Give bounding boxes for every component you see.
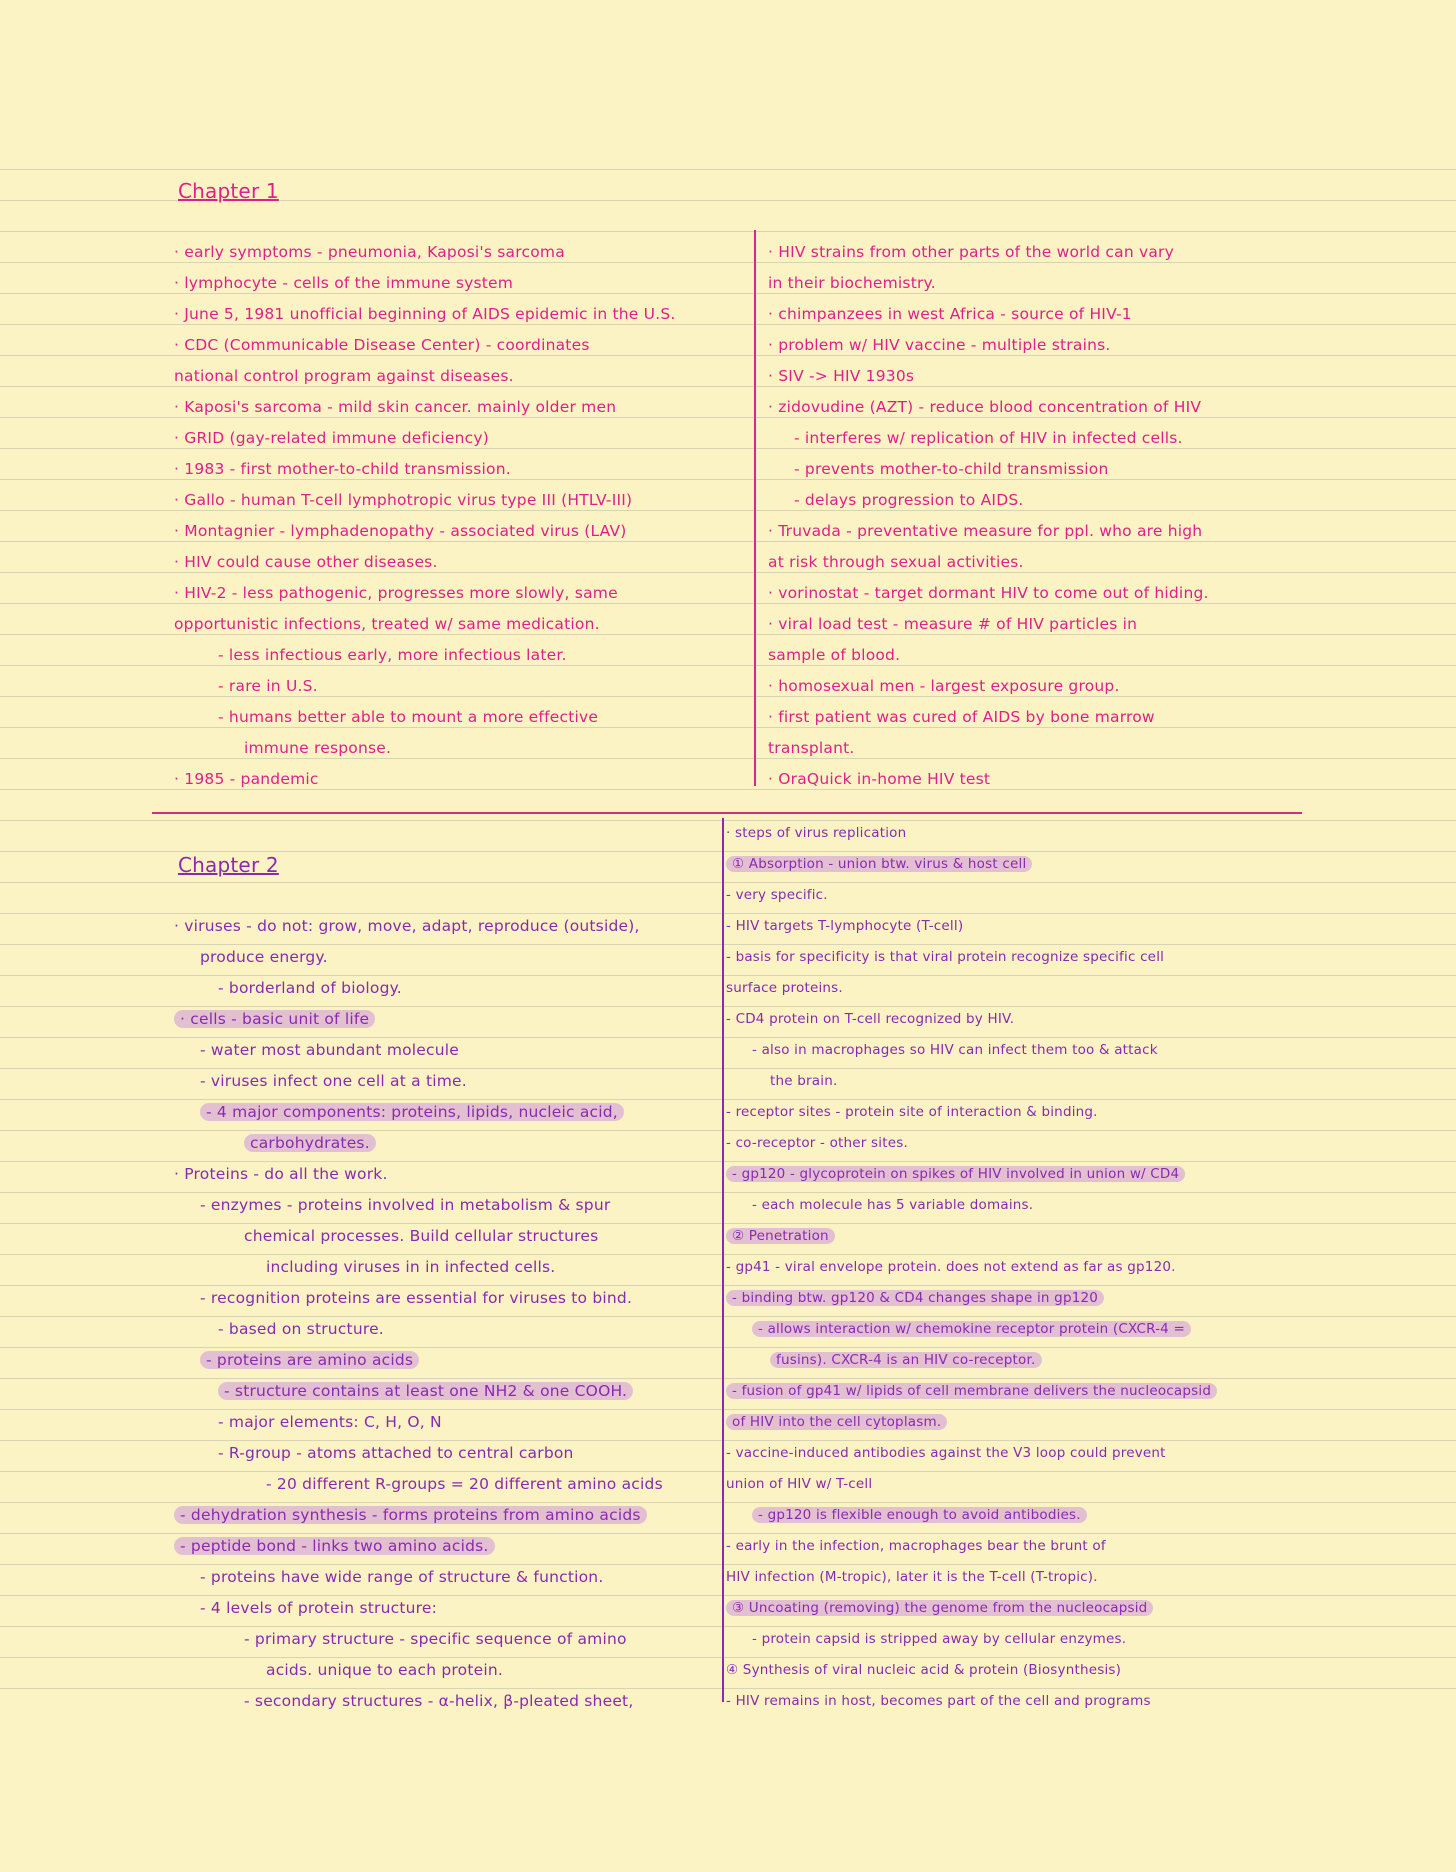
note-line: ④ Synthesis of viral nucleic acid & protein (Biosynthesis) [726, 1662, 1122, 1678]
note-line: - less infectious early, more infectious later. [218, 646, 567, 664]
note-line: · chimpanzees in west Africa - source of HIV-1 [768, 305, 1132, 323]
note-line: - basis for specificity is that viral protein recognize specific cell [726, 949, 1165, 965]
note-line: at risk through sexual activities. [768, 553, 1024, 571]
note-line-highlighted [174, 1500, 714, 1531]
note-line: produce energy. [200, 948, 328, 966]
note-line: - gp41 - viral envelope protein. does not extend as far as gp120. [726, 1259, 1176, 1275]
note-line: - borderland of biology. [218, 979, 402, 997]
chapter-separator [152, 812, 1302, 814]
note-line: - rare in U.S. [218, 677, 318, 695]
highlight: - peptide bond - links two amino acids. [174, 1537, 495, 1555]
note-line: · early symptoms - pneumonia, Kaposi's sarcoma [174, 243, 565, 261]
note-line: · homosexual men - largest exposure group. [768, 677, 1120, 695]
note-line: · SIV -> HIV 1930s [768, 367, 915, 385]
note-line-highlighted [174, 1531, 714, 1562]
note-line: · HIV strains from other parts of the world can vary [768, 243, 1174, 261]
highlight: - fusion of gp41 w/ lipids of cell membrane delivers the nucleocapsid [726, 1383, 1217, 1399]
note-line: - proteins have wide range of structure & function. [200, 1568, 604, 1586]
note-line: - prevents mother-to-child transmission [794, 460, 1109, 478]
note-line: · steps of virus replication [726, 825, 907, 841]
chapter2-title-block [178, 850, 578, 881]
note-line-highlighted [174, 1345, 714, 1376]
note-line: · Gallo - human T-cell lymphotropic virus type III (HTLV-III) [174, 491, 633, 509]
note-line: - CD4 protein on T-cell recognized by HIV. [726, 1011, 1015, 1027]
highlight: - allows interaction w/ chemokine receptor protein (CXCR-4 = [752, 1321, 1191, 1337]
note-line: - based on structure. [218, 1320, 384, 1338]
note-line-highlighted [174, 1004, 714, 1035]
note-line: - HIV targets T-lymphocyte (T-cell) [726, 918, 964, 934]
note-line: · GRID (gay-related immune deficiency) [174, 429, 489, 447]
chapter1-left-notes [174, 237, 722, 795]
note-line: - R-group - atoms attached to central carbon [218, 1444, 574, 1462]
highlight: - gp120 - glycoprotein on spikes of HIV involved in union w/ CD4 [726, 1166, 1185, 1182]
highlight: · cells - basic unit of life [174, 1010, 375, 1028]
note-line: surface proteins. [726, 980, 843, 996]
highlight: - binding btw. gp120 & CD4 changes shape in gp120 [726, 1290, 1104, 1306]
note-line: - water most abundant molecule [200, 1041, 460, 1059]
note-line: - vaccine-induced antibodies against the V3 loop could prevent [726, 1445, 1166, 1461]
note-line: · 1985 - pandemic [174, 770, 319, 788]
chapter1-title: Chapter 1 [178, 179, 279, 203]
highlight: fusins). CXCR-4 is an HIV co-receptor. [770, 1352, 1042, 1368]
note-line: - each molecule has 5 variable domains. [752, 1197, 1034, 1213]
note-line-highlighted [726, 1345, 1286, 1376]
note-line-highlighted [726, 1593, 1286, 1624]
note-line: · viral load test - measure # of HIV particles in [768, 615, 1138, 633]
note-line: opportunistic infections, treated w/ same medication. [174, 615, 600, 633]
highlight: - dehydration synthesis - forms proteins from amino acids [174, 1506, 647, 1524]
note-line: · 1983 - first mother-to-child transmission. [174, 460, 511, 478]
note-line: · lymphocyte - cells of the immune system [174, 274, 514, 292]
highlight: ① Absorption - union btw. virus & host cell [726, 856, 1032, 872]
note-line: · Truvada - preventative measure for ppl. who are high [768, 522, 1203, 540]
highlight: - proteins are amino acids [200, 1351, 419, 1369]
note-line: · Kaposi's sarcoma - mild skin cancer. mainly older men [174, 398, 617, 416]
note-line-highlighted [726, 1221, 1286, 1252]
chapter1-title-block [178, 176, 778, 207]
note-line-highlighted [726, 1314, 1286, 1345]
note-line: - also in macrophages so HIV can infect them too & attack [752, 1042, 1158, 1058]
note-line: - delays progression to AIDS. [794, 491, 1024, 509]
note-line: · Montagnier - lymphadenopathy - associated virus (LAV) [174, 522, 627, 540]
chapter1-column-divider [754, 230, 756, 786]
note-line: including viruses in in infected cells. [266, 1258, 556, 1276]
note-line: acids. unique to each protein. [266, 1661, 503, 1679]
note-line-highlighted [726, 1376, 1286, 1407]
chapter2-right-notes [726, 818, 1286, 1717]
chapter2-column-divider [722, 818, 724, 1702]
note-line: - HIV remains in host, becomes part of the cell and programs [726, 1693, 1151, 1709]
highlight: ③ Uncoating (removing) the genome from the nucleocapsid [726, 1600, 1153, 1616]
note-line-highlighted [726, 849, 1286, 880]
note-line: · HIV-2 - less pathogenic, progresses more slowly, same [174, 584, 618, 602]
note-line: · vorinostat - target dormant HIV to come out of hiding. [768, 584, 1209, 602]
note-line: - enzymes - proteins involved in metabolism & spur [200, 1196, 611, 1214]
note-line: - humans better able to mount a more effective [218, 708, 599, 726]
note-line: - recognition proteins are essential for viruses to bind. [200, 1289, 633, 1307]
note-line: immune response. [244, 739, 392, 757]
highlight: ② Penetration [726, 1228, 835, 1244]
chapter2-left-notes [174, 911, 714, 1717]
note-line: national control program against diseases. [174, 367, 514, 385]
chapter2-title: Chapter 2 [178, 853, 279, 877]
note-line: in their biochemistry. [768, 274, 936, 292]
note-line: · Proteins - do all the work. [174, 1165, 388, 1183]
note-line: - primary structure - specific sequence of amino [244, 1630, 627, 1648]
highlight: carbohydrates. [244, 1134, 376, 1152]
note-line: - receptor sites - protein site of interaction & binding. [726, 1104, 1098, 1120]
note-line: - 20 different R-groups = 20 different amino acids [266, 1475, 663, 1493]
note-line-highlighted [726, 1159, 1286, 1190]
note-line: the brain. [770, 1073, 838, 1089]
highlight: - structure contains at least one NH2 & one COOH. [218, 1382, 633, 1400]
note-line: · zidovudine (AZT) - reduce blood concentration of HIV [768, 398, 1202, 416]
note-line: · first patient was cured of AIDS by bone marrow [768, 708, 1155, 726]
note-line: - major elements: C, H, O, N [218, 1413, 442, 1431]
highlight: - 4 major components: proteins, lipids, nucleic acid, [200, 1103, 624, 1121]
note-line: - protein capsid is stripped away by cellular enzymes. [752, 1631, 1127, 1647]
note-line: - very specific. [726, 887, 828, 903]
note-line: - viruses infect one cell at a time. [200, 1072, 467, 1090]
note-line: - co-receptor - other sites. [726, 1135, 908, 1151]
note-line-highlighted [174, 1376, 714, 1407]
note-line-highlighted [726, 1283, 1286, 1314]
note-line: - interferes w/ replication of HIV in infected cells. [794, 429, 1183, 447]
note-line: · June 5, 1981 unofficial beginning of AIDS epidemic in the U.S. [174, 305, 676, 323]
note-line: - early in the infection, macrophages bear the brunt of [726, 1538, 1106, 1554]
note-line: transplant. [768, 739, 855, 757]
chapter1-right-notes [768, 237, 1296, 795]
note-line: - 4 levels of protein structure: [200, 1599, 438, 1617]
note-line: chemical processes. Build cellular structures [244, 1227, 599, 1245]
note-line: · HIV could cause other diseases. [174, 553, 438, 571]
note-line-highlighted [174, 1128, 714, 1159]
note-line: · viruses - do not: grow, move, adapt, reproduce (outside), [174, 917, 640, 935]
note-line: sample of blood. [768, 646, 901, 664]
note-line: union of HIV w/ T-cell [726, 1476, 873, 1492]
note-line-highlighted [726, 1500, 1286, 1531]
note-line-highlighted [174, 1097, 714, 1128]
highlight: - gp120 is flexible enough to avoid antibodies. [752, 1507, 1087, 1523]
note-line-highlighted [726, 1407, 1286, 1438]
note-line: HIV infection (M-tropic), later it is the T-cell (T-tropic). [726, 1569, 1098, 1585]
note-line: · problem w/ HIV vaccine - multiple strains. [768, 336, 1111, 354]
note-line: - secondary structures - α-helix, β-pleated sheet, [244, 1692, 634, 1710]
note-line: · OraQuick in-home HIV test [768, 770, 991, 788]
note-line: · CDC (Communicable Disease Center) - coordinates [174, 336, 590, 354]
highlight: of HIV into the cell cytoplasm. [726, 1414, 947, 1430]
